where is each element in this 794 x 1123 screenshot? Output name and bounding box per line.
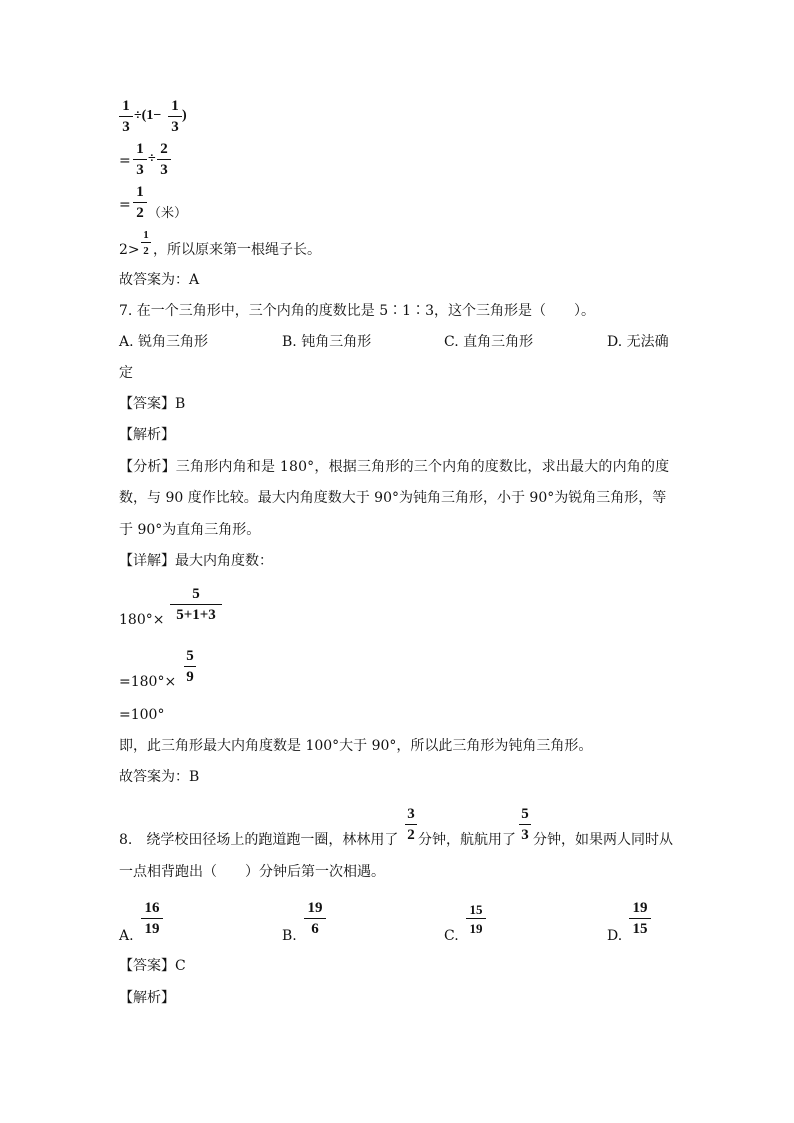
close-paren: ) (182, 108, 187, 123)
option-d: D. 无法确 (607, 334, 669, 350)
conclusion: 即，此三角形最大内角度数是 100°大于 90°，所以此三角形为钝角三角形。 (119, 738, 593, 754)
answer-label: 【答案】B (119, 396, 186, 412)
analysis-label: 【解析】 (119, 427, 175, 443)
analysis-text: 于 90°为直角三角形。 (119, 522, 261, 538)
option-b: B. 钝角三角形 (282, 334, 372, 350)
option-a-label: A. (119, 928, 134, 944)
question-7-stem: 7. 在一个三角形中，三个内角的度数比是 5∶1∶3，这个三角形是（ ）。 (119, 303, 595, 319)
step-prefix: 180°× (119, 612, 165, 628)
option-c-label: C. (444, 928, 459, 944)
option-a: A. 锐角三角形 (119, 334, 209, 350)
option-d-wrap: 定 (119, 365, 133, 381)
fraction: 1 2 (133, 184, 147, 222)
option-d-fraction: 19 15 (629, 900, 651, 938)
fraction: 1 2 (141, 229, 151, 257)
fraction: 1 3 (119, 98, 133, 136)
equals: = (119, 197, 131, 213)
stem-part: 8. 绕学校田径场上的跑道跑一圈，林林用了 (119, 832, 399, 848)
option-c: C. 直角三角形 (444, 334, 534, 350)
fraction: 1 3 (133, 141, 147, 179)
fraction: 5 3 (519, 806, 531, 844)
step-prefix: =180°× (119, 674, 177, 690)
compare-text: ，所以原来第一根绳子长。 (153, 242, 321, 258)
question-8-stem-line2: 一点相背跑出（ ）分钟后第一次相遇。 (119, 864, 385, 880)
analysis-label: 【解析】 (119, 990, 175, 1006)
answer-line: 故答案为：A (119, 272, 200, 288)
unit: （米） (148, 206, 188, 221)
operator: ÷(1− (134, 108, 162, 123)
option-a-fraction: 16 19 (141, 900, 163, 938)
answer-label: 【答案】C (119, 958, 186, 974)
fraction: 5 5+1+3 (170, 586, 222, 624)
option-b-fraction: 19 6 (304, 900, 326, 938)
fraction: 1 3 (168, 98, 182, 136)
fraction: 2 3 (157, 141, 171, 179)
analysis-text: 数，与 90 度作比较。最大内角度数大于 90°为钝角三角形，小于 90°为锐角三角形，等 (119, 490, 667, 506)
stem-part: 分钟，如果两人同时从 (533, 832, 673, 848)
final-answer: 故答案为：B (119, 769, 200, 785)
operator: ÷ (148, 151, 156, 166)
compare-left: 2> (119, 242, 140, 258)
option-d-label: D. (607, 928, 623, 944)
fraction: 5 9 (184, 648, 196, 686)
fraction: 3 2 (405, 806, 417, 844)
option-b-label: B. (282, 928, 297, 944)
detail-label: 【详解】最大内角度数： (119, 553, 273, 569)
equals: = (119, 153, 131, 169)
analysis-text: 【分析】三角形内角和是 180°，根据三角形的三个内角的度数比，求出最大的内角的度 (119, 459, 670, 475)
calc-step-3: =100° (119, 707, 165, 723)
option-c-fraction: 15 19 (466, 902, 486, 936)
stem-part: 分钟，航航用了 (418, 832, 516, 848)
